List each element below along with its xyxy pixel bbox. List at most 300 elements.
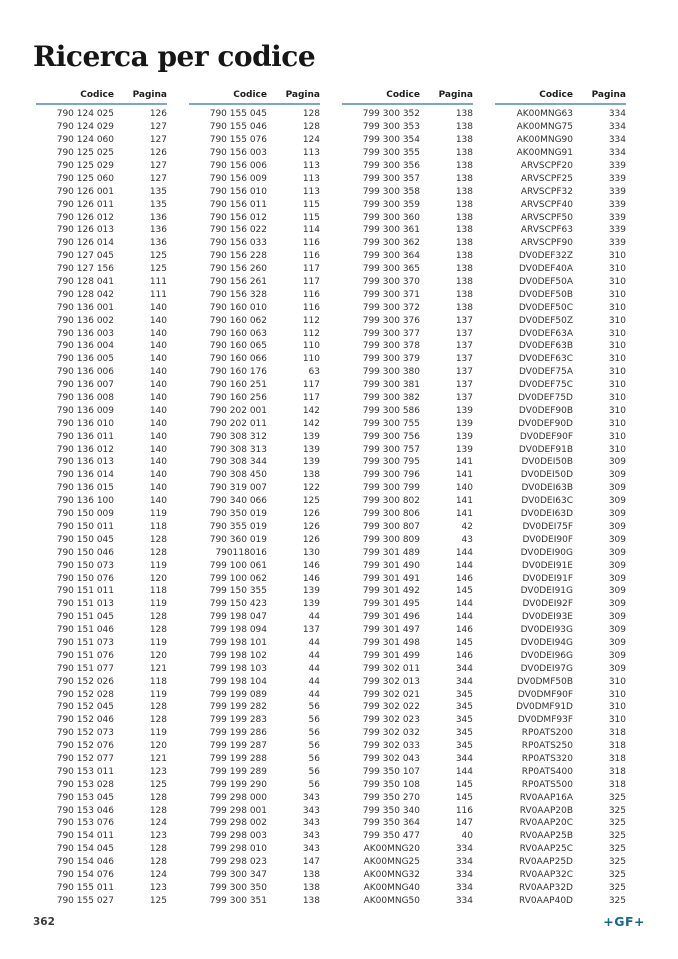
code-cell: 790 202 001: [209, 405, 267, 416]
code-cell: 799 199 286: [209, 728, 267, 739]
code-cell: 790 136 007: [56, 380, 114, 391]
table-row: [495, 649, 626, 662]
code-cell: 799 300 757: [362, 444, 420, 455]
table-row: [495, 508, 626, 521]
table-row: [36, 611, 167, 624]
table-row: [495, 778, 626, 791]
table-row: [342, 224, 473, 237]
code-cell: 799 302 013: [362, 676, 420, 687]
page-cell: 128: [149, 857, 167, 868]
page-cell: 310: [608, 367, 626, 378]
page-cell: 119: [149, 728, 167, 739]
table-row: [495, 559, 626, 572]
page-cell: 138: [455, 186, 473, 197]
code-table-column-2: [189, 90, 320, 907]
page-cell: 146: [302, 560, 320, 571]
page-cell: 139: [302, 431, 320, 442]
code-cell: 790 125 029: [56, 161, 114, 171]
table-row: [36, 869, 167, 882]
table-row: [189, 353, 320, 366]
table-row: [189, 546, 320, 559]
code-cell: 790 360 019: [209, 534, 267, 545]
page-cell: 309: [608, 547, 626, 558]
table-row: [342, 533, 473, 546]
page-cell: 309: [608, 625, 626, 636]
table-row: [495, 469, 626, 482]
table-row: [495, 160, 626, 173]
page-cell: 126: [149, 148, 167, 159]
code-cell: AK00MNG50: [363, 895, 420, 906]
page-cell: 310: [608, 689, 626, 700]
table-row: [495, 804, 626, 817]
page-cell: 44: [308, 650, 320, 661]
code-cell: DV0DEF90B: [518, 405, 573, 416]
table-row: [36, 340, 167, 353]
table-row: [189, 585, 320, 598]
code-cell: 799 300 382: [362, 393, 420, 404]
code-cell: DV0DEI90F: [522, 534, 573, 545]
page-cell: 128: [149, 702, 167, 713]
table-row: [495, 237, 626, 250]
table-row: [189, 765, 320, 778]
code-cell: 790 127 156: [56, 264, 114, 275]
table-row: [189, 740, 320, 753]
code-cell: 790 308 312: [209, 431, 267, 442]
page-cell: 137: [455, 354, 473, 365]
table-row: [36, 894, 167, 907]
table-row: [189, 753, 320, 766]
code-cell: 799 301 492: [362, 586, 420, 597]
page-cell: 334: [455, 857, 473, 868]
page-cell: 146: [455, 650, 473, 661]
table-row: [342, 662, 473, 675]
code-cell: DV0DEI96G: [520, 650, 573, 661]
table-row: [36, 147, 167, 160]
code-cell: DV0DEF63C: [518, 354, 573, 365]
page-cell: 110: [302, 354, 320, 365]
page-cell: 140: [149, 341, 167, 352]
code-cell: 790 153 045: [56, 792, 114, 803]
page-cell: 343: [302, 818, 320, 829]
page-cell: 309: [608, 534, 626, 545]
code-cell: 790 150 046: [56, 547, 114, 558]
code-cell: 799 350 364: [362, 818, 420, 829]
code-cell: 790 156 260: [209, 264, 267, 275]
table-row: [342, 830, 473, 843]
code-cell: 790 155 045: [209, 109, 267, 120]
page-cell: 117: [302, 393, 320, 404]
table-row: [495, 211, 626, 224]
table-row: [342, 160, 473, 173]
column-header-row: [189, 90, 320, 105]
code-cell: 790 160 010: [209, 302, 267, 313]
code-cell: 799 150 423: [209, 599, 267, 610]
code-cell: 799 300 796: [362, 470, 420, 481]
page-cell: 112: [302, 315, 320, 326]
table-row: [36, 185, 167, 198]
code-cell: 799 199 290: [209, 779, 267, 790]
code-cell: 799 199 287: [209, 741, 267, 752]
code-cell: 790 126 013: [56, 225, 114, 236]
code-cell: 790 151 076: [56, 650, 114, 661]
page-cell: 123: [149, 766, 167, 777]
table-row: [189, 791, 320, 804]
page-cell: 310: [608, 715, 626, 726]
page-cell: 119: [149, 509, 167, 520]
page-cell: 44: [308, 689, 320, 700]
table-row: [342, 804, 473, 817]
table-row: [495, 637, 626, 650]
page-cell: 122: [302, 483, 320, 494]
page-cell: 309: [608, 560, 626, 571]
page-cell: 127: [149, 161, 167, 171]
code-table-column-3: [342, 90, 473, 907]
page-cell: 344: [455, 753, 473, 764]
page-cell: 144: [455, 560, 473, 571]
code-cell: 799 301 499: [362, 650, 420, 661]
code-cell: 790 150 073: [56, 560, 114, 571]
page-cell: 127: [149, 173, 167, 184]
table-row: [189, 147, 320, 160]
page-cell: 138: [455, 251, 473, 262]
code-cell: DV0DEF63B: [518, 341, 573, 352]
table-row: [36, 649, 167, 662]
table-row: [342, 134, 473, 147]
page-cell: 140: [149, 367, 167, 378]
code-cell: DV0DEF32Z: [518, 251, 573, 262]
code-cell: 790 136 006: [56, 367, 114, 378]
table-row: [189, 250, 320, 263]
code-cell: AK00MNG63: [516, 109, 573, 120]
page-cell: 124: [149, 869, 167, 880]
table-row: [342, 121, 473, 134]
table-row: [36, 714, 167, 727]
table-row: [495, 482, 626, 495]
code-cell: 790 160 065: [209, 341, 267, 352]
column-body: [495, 105, 626, 907]
page-cell: 147: [302, 857, 320, 868]
page-cell: 140: [149, 496, 167, 507]
page-cell: 118: [149, 676, 167, 687]
table-row: [342, 417, 473, 430]
page-cell: 145: [455, 779, 473, 790]
table-row: [189, 675, 320, 688]
code-cell: 799 300 347: [209, 869, 267, 880]
page-cell: 139: [455, 418, 473, 429]
code-cell: 790 153 011: [56, 766, 114, 777]
table-row: [189, 508, 320, 521]
code-cell: 799 300 378: [362, 341, 420, 352]
page-cell: 140: [455, 483, 473, 494]
table-row: [342, 559, 473, 572]
page-cell: 126: [302, 534, 320, 545]
code-cell: 790 150 009: [56, 509, 114, 520]
page-cell: 309: [608, 637, 626, 648]
table-row: [495, 224, 626, 237]
code-cell: 799 300 756: [362, 431, 420, 442]
page-cell: 138: [455, 225, 473, 236]
page-cell: 128: [302, 109, 320, 120]
table-row: [342, 856, 473, 869]
code-cell: 790 136 014: [56, 470, 114, 481]
page-cell: 138: [455, 135, 473, 146]
code-cell: ARVSCPF50: [520, 212, 573, 223]
page-cell: 339: [608, 212, 626, 223]
table-row: [342, 147, 473, 160]
page-cell: 128: [149, 547, 167, 558]
code-cell: 799 300 755: [362, 418, 420, 429]
table-row: [36, 327, 167, 340]
page-cell: 309: [608, 650, 626, 661]
code-cell: 799 198 047: [209, 612, 267, 623]
page-cell: 116: [302, 302, 320, 313]
code-cell: 790 156 011: [209, 199, 267, 210]
table-row: [189, 856, 320, 869]
table-row: [189, 637, 320, 650]
code-cell: 799 301 497: [362, 625, 420, 636]
table-row: [36, 134, 167, 147]
table-row: [495, 817, 626, 830]
code-cell: 790 151 013: [56, 599, 114, 610]
code-cell: RP0ATS500: [521, 779, 573, 790]
table-row: [342, 765, 473, 778]
table-row: [495, 740, 626, 753]
page-cell: 310: [608, 277, 626, 288]
page-cell: 127: [149, 135, 167, 146]
table-row: [189, 482, 320, 495]
code-cell: RV0AAP25B: [519, 831, 573, 842]
code-cell: 790 156 228: [209, 251, 267, 262]
table-row: [342, 276, 473, 289]
page-cell: 325: [608, 818, 626, 829]
page-cell: 309: [608, 586, 626, 597]
page-cell: 139: [455, 405, 473, 416]
page-cell: 141: [455, 470, 473, 481]
code-cell: 799 298 003: [209, 831, 267, 842]
code-cell: 790 152 077: [56, 753, 114, 764]
page-cell: 139: [455, 444, 473, 455]
table-row: [342, 624, 473, 637]
table-row: [495, 662, 626, 675]
code-cell: 799 301 498: [362, 637, 420, 648]
page-cell: 145: [455, 637, 473, 648]
page-cell: 124: [149, 818, 167, 829]
page-cell: 146: [455, 573, 473, 584]
code-cell: 790 154 076: [56, 869, 114, 880]
page-cell: 334: [608, 148, 626, 159]
page-cell: 120: [149, 741, 167, 752]
code-cell: DV0DEF75A: [518, 367, 573, 378]
code-cell: 799 302 033: [362, 741, 420, 752]
table-row: [36, 495, 167, 508]
table-row: [189, 572, 320, 585]
code-table-column-1: [36, 90, 167, 907]
code-cell: AK00MNG32: [363, 869, 420, 880]
code-cell: DV0DEI63C: [521, 496, 573, 507]
table-row: [36, 791, 167, 804]
table-row: [189, 198, 320, 211]
table-row: [495, 881, 626, 894]
page-cell: 144: [455, 547, 473, 558]
page-cell: 136: [149, 238, 167, 249]
table-row: [189, 688, 320, 701]
page-cell: 138: [455, 277, 473, 288]
code-cell: 799 302 021: [362, 689, 420, 700]
table-row: [495, 765, 626, 778]
table-row: [342, 314, 473, 327]
table-row: [36, 572, 167, 585]
code-cell: 790 160 062: [209, 315, 267, 326]
page-cell: 310: [608, 302, 626, 313]
table-row: [495, 843, 626, 856]
page-cell: 325: [608, 831, 626, 842]
code-cell: 790 160 063: [209, 328, 267, 339]
table-row: [189, 379, 320, 392]
page-cell: 345: [455, 702, 473, 713]
code-cell: DV0DEF40A: [518, 264, 573, 275]
code-cell: 790 151 073: [56, 637, 114, 648]
page-cell: 116: [302, 238, 320, 249]
table-row: [342, 791, 473, 804]
page-cell: 141: [455, 496, 473, 507]
code-cell: 799 199 282: [209, 702, 267, 713]
code-cell: 790 151 011: [56, 586, 114, 597]
table-row: [36, 263, 167, 276]
code-cell: RP0ATS200: [521, 728, 573, 739]
code-cell: 799 300 355: [362, 148, 420, 159]
page-cell: 113: [302, 173, 320, 184]
code-cell: 790 126 012: [56, 212, 114, 223]
table-row: [189, 559, 320, 572]
table-row: [342, 263, 473, 276]
code-cell: ARVSCPF40: [520, 199, 573, 210]
page-cell: 310: [608, 418, 626, 429]
code-cell: 790 124 060: [56, 135, 114, 146]
page-cell: 310: [608, 702, 626, 713]
code-cell: AK00MNG40: [363, 882, 420, 893]
page-cell: 138: [455, 264, 473, 275]
page-cell: 119: [149, 689, 167, 700]
code-cell: 799 300 377: [362, 328, 420, 339]
page-cell: 344: [455, 663, 473, 674]
page-cell: 325: [608, 844, 626, 855]
table-row: [189, 727, 320, 740]
table-row: [189, 237, 320, 250]
code-cell: 790 160 176: [209, 367, 267, 378]
code-cell: 799 300 381: [362, 380, 420, 391]
code-cell: 799 298 000: [209, 792, 267, 803]
table-row: [189, 804, 320, 817]
code-cell: 799 198 104: [209, 676, 267, 687]
table-row: [189, 598, 320, 611]
table-row: [495, 366, 626, 379]
table-row: [495, 301, 626, 314]
code-cell: 799 300 354: [362, 135, 420, 146]
table-row: [36, 662, 167, 675]
page-cell: 140: [149, 470, 167, 481]
page-cell: 140: [149, 354, 167, 365]
page-cell: 339: [608, 238, 626, 249]
code-cell: 790 136 100: [56, 496, 114, 507]
table-row: [189, 624, 320, 637]
code-cell: DV0DEI93E: [521, 612, 573, 623]
code-cell: 799 302 022: [362, 702, 420, 713]
code-cell: 799 300 807: [362, 521, 420, 532]
page-cell: 124: [302, 135, 320, 146]
page-cell: 115: [302, 199, 320, 210]
table-row: [342, 753, 473, 766]
table-row: [36, 688, 167, 701]
table-row: [36, 753, 167, 766]
code-cell: 790 136 015: [56, 483, 114, 494]
table-row: [495, 276, 626, 289]
code-cell: RV0AAP40D: [518, 895, 573, 906]
page-cell: 309: [608, 573, 626, 584]
code-cell: 790 202 011: [209, 418, 267, 429]
page-cell: 44: [308, 637, 320, 648]
table-row: [342, 108, 473, 121]
code-cell: 790 125 060: [56, 173, 114, 184]
table-row: [495, 611, 626, 624]
table-row: [189, 417, 320, 430]
page-cell: 114: [302, 225, 320, 236]
table-row: [36, 417, 167, 430]
code-cell: RV0AAP25C: [519, 844, 573, 855]
table-row: [189, 430, 320, 443]
page-cell: 339: [608, 225, 626, 236]
page-cell: 334: [455, 882, 473, 893]
table-row: [342, 366, 473, 379]
code-cell: 790 154 045: [56, 844, 114, 855]
table-row: [495, 134, 626, 147]
page-cell: 140: [149, 483, 167, 494]
code-cell: 790 126 011: [56, 199, 114, 210]
page-cell: 310: [608, 251, 626, 262]
code-cell: 790 136 012: [56, 444, 114, 455]
table-row: [36, 172, 167, 185]
page-cell: 140: [149, 393, 167, 404]
table-row: [495, 791, 626, 804]
page-cell: 44: [308, 663, 320, 674]
page-cell: 123: [149, 831, 167, 842]
page-cell: 118: [149, 521, 167, 532]
code-cell: 790 154 011: [56, 831, 114, 842]
code-cell: DV0DEI91F: [522, 573, 573, 584]
table-row: [189, 778, 320, 791]
code-cell: 790 156 003: [209, 148, 267, 159]
code-cell: 799 199 289: [209, 766, 267, 777]
page-cell: 128: [302, 122, 320, 133]
code-cell: 790 155 011: [56, 882, 114, 893]
table-row: [342, 340, 473, 353]
page-cell: 310: [608, 431, 626, 442]
code-cell: 790 150 045: [56, 534, 114, 545]
page-cell: 111: [149, 277, 167, 288]
page-cell: 137: [455, 341, 473, 352]
page-cell: 117: [302, 277, 320, 288]
page-cell: 138: [455, 122, 473, 133]
page-cell: 144: [455, 599, 473, 610]
table-row: [36, 250, 167, 263]
page-cell: 42: [461, 521, 473, 532]
pagina-header: Pagina: [285, 90, 320, 100]
code-table-column-4: [495, 90, 626, 907]
table-row: [189, 134, 320, 147]
table-row: [495, 456, 626, 469]
table-row: [189, 160, 320, 173]
table-row: [36, 533, 167, 546]
code-cell: DV0DEF50C: [518, 302, 573, 313]
